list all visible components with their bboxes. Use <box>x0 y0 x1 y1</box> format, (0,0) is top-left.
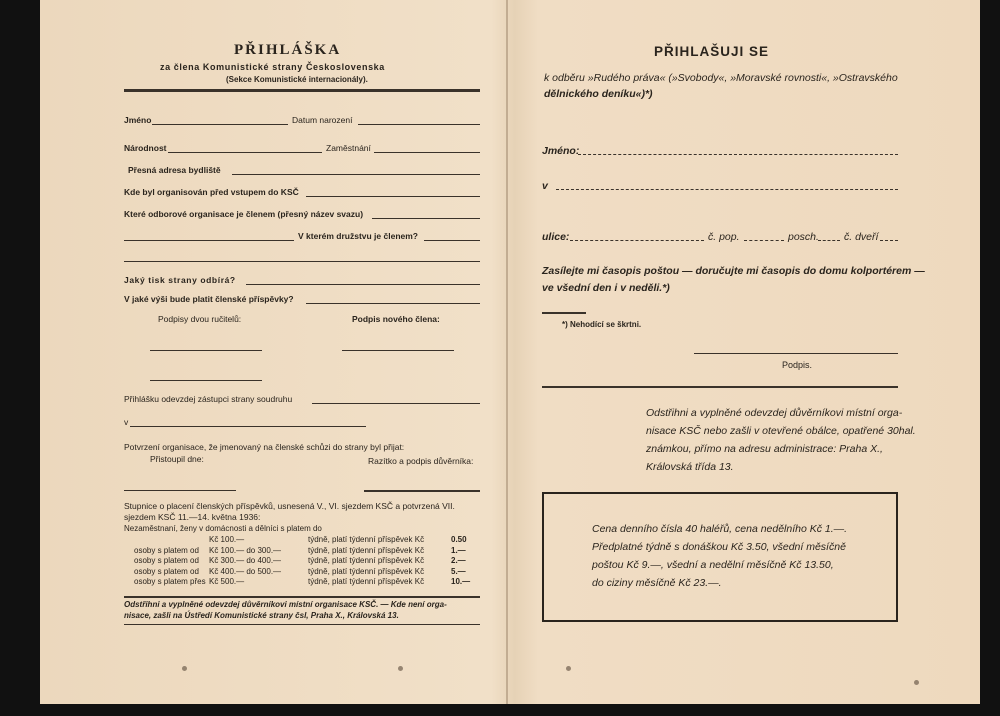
stupnice-title: Stupnice o placení členských příspěvků, usnesená V., VI. sjezdem KSČ a potvrzená VII. sjezdem KSČ 11.—14. května 1936: <box>124 501 455 522</box>
punch-hole <box>566 666 571 671</box>
right-intro-1: k odběru »Rudého práva« (»Svobody«, »Moravské rovnosti«, »Ostravského <box>544 72 898 84</box>
price-line: Cena denního čísla 40 haléřů, cena nedělního Kč 1.—. <box>592 523 848 535</box>
table-cell: 1.— <box>451 545 466 555</box>
field-line <box>124 261 480 262</box>
label-organisovan: Kde byl organisován před vstupem do KSČ <box>124 187 299 197</box>
odstrihni-line: Odstřihni a vyplněné odevzdej důvěrníkovi místní orga- <box>646 407 903 419</box>
table-cell: osoby s platem od <box>134 566 199 576</box>
field-line <box>358 124 480 125</box>
table-cell: Kč 500.— <box>209 577 245 586</box>
label-pristoupil: Přistoupil dne: <box>150 454 204 464</box>
table-row <box>134 556 473 567</box>
table-row <box>134 535 473 546</box>
signature-line <box>150 350 262 351</box>
right-podpis: Podpis. <box>782 360 813 370</box>
label-narodnost: Národnost <box>124 143 167 153</box>
page-fold <box>506 0 508 704</box>
table-cell: osoby s platem od <box>134 556 199 565</box>
table-row <box>134 546 473 557</box>
field-line <box>578 154 898 155</box>
price-line: do ciziny měsíčně Kč 23.—. <box>592 577 722 589</box>
table-cell: týdně, platí týdenní příspěvek Kč <box>308 535 425 544</box>
label-razitko: Razítko a podpis důvěrníka: <box>368 456 474 466</box>
right-divider <box>542 386 898 388</box>
label-odevzdej: Přihlášku odevzdej zástupci strany soudruhu <box>124 394 293 404</box>
table-cell: 0.50 <box>451 535 467 544</box>
odstrihni-line: známkou, přímo na adresu administrace: Praha X., <box>646 443 883 455</box>
field-line <box>124 490 236 491</box>
table-row <box>134 567 473 578</box>
price-box <box>542 492 898 622</box>
table-cell: Kč 100.— <box>209 535 245 544</box>
odstrihni-line: Královská třída 13. <box>646 461 734 473</box>
field-line <box>152 124 288 125</box>
right-zasilejte-2: ve všední den i v neděli.*) <box>542 282 670 294</box>
table-cell: 10.— <box>451 577 471 586</box>
title-rule <box>124 89 480 92</box>
right-intro-2: dělnického deníku«)*) <box>544 88 653 100</box>
table-cell: 5.— <box>451 566 466 576</box>
label-datum: Datum narození <box>292 115 353 125</box>
label-odborove: Které odborové organisace je členem (přesný název svazu) <box>124 209 364 219</box>
field-line <box>818 240 840 241</box>
signature-line <box>342 350 454 351</box>
stupnice-table <box>134 535 473 588</box>
field-line <box>744 240 784 241</box>
field-line <box>880 240 898 241</box>
table-cell <box>134 535 209 546</box>
label-podpisy: Podpisy dvou ručitelů: <box>158 314 242 324</box>
footer-rule-bottom <box>124 624 480 625</box>
field-line <box>124 240 294 241</box>
footer-rule <box>124 596 480 598</box>
table-cell: osoby s platem přes <box>134 577 206 586</box>
left-subtitle: za člena Komunistické strany Československa <box>160 62 385 72</box>
label-adresa: Přesná adresa bydliště <box>128 165 221 175</box>
field-line <box>556 189 898 190</box>
table-cell: 2.— <box>451 556 466 565</box>
note-rule <box>542 312 586 314</box>
label-zamestnani: Zaměstnání <box>326 143 371 153</box>
field-line <box>232 174 480 175</box>
punch-hole <box>398 666 403 671</box>
label-tisk: Jaký tisk strany odbírá? <box>124 275 236 285</box>
right-label-ulice: ulice: <box>542 231 570 243</box>
table-row <box>134 577 473 588</box>
table-cell: týdně, platí týdenní příspěvek Kč <box>308 556 425 565</box>
right-note: *) Nehodící se škrtni. <box>562 320 642 329</box>
right-label-cpop: č. pop. <box>708 231 740 243</box>
label-podpis-clena: Podpis nového člena: <box>352 314 440 324</box>
label-potvrzeni: Potvrzení organisace, že jmenovaný na členské schůzi do strany byl přijat: <box>124 442 405 452</box>
price-line: poštou Kč 9.—, všední a nedělní měsíčně Kč 13.50, <box>592 559 834 571</box>
field-line <box>364 490 480 492</box>
table-cell: týdně, platí týdenní příspěvek Kč <box>308 577 425 586</box>
table-cell: osoby s platem od <box>134 545 199 555</box>
signature-line <box>694 353 898 354</box>
table-cell: Kč 400.— do 500.— <box>209 566 282 576</box>
field-line <box>246 284 480 285</box>
right-title: PŘIHLAŠUJI SE <box>654 44 770 59</box>
right-zasilejte-1: Zasílejte mi časopis poštou — doručujte mi časopis do domu kolportérem — <box>542 265 925 277</box>
label-druzstvo: V kterém družstvu je členem? <box>298 231 418 241</box>
stupnice-intro: Nezaměstnaní, ženy v domácnosti a dělníci s platem do <box>124 524 322 533</box>
label-v: v <box>124 417 129 427</box>
footer-line-2: nisace, zašli na Ústředí Komunistické strany čsl, Praha X., Královská 13. <box>124 611 399 620</box>
table-cell: týdně, platí týdenní příspěvek Kč <box>308 545 425 555</box>
field-line <box>306 196 480 197</box>
table-cell: Kč 300.— do 400.— <box>209 556 282 565</box>
table-cell: týdně, platí týdenní příspěvek Kč <box>308 566 425 576</box>
right-label-v: v <box>542 180 548 192</box>
table-cell: Kč 100.— do 300.— <box>209 545 282 555</box>
left-title: PŘIHLÁŠKA <box>234 42 342 58</box>
field-line <box>168 152 322 153</box>
field-line <box>424 240 480 241</box>
field-line <box>312 403 480 404</box>
right-label-dveri: č. dveří <box>844 231 879 243</box>
punch-hole <box>182 666 187 671</box>
right-label-jmeno: Jméno: <box>542 145 580 157</box>
right-label-posch: posch. <box>788 231 819 243</box>
signature-line <box>150 380 262 381</box>
label-jmeno: Jméno <box>124 115 152 125</box>
price-line: Předplatné týdně s donáškou Kč 3.50, všední měsíčně <box>592 541 846 553</box>
field-line <box>372 218 480 219</box>
field-line <box>306 303 480 304</box>
label-prispevky: V jaké výši bude platit členské příspěvky? <box>124 294 294 304</box>
odstrihni-line: nisace KSČ nebo zašli v otevřené obálce, opatřené 30hal. <box>646 425 916 437</box>
footer-line-1: Odstřihni a vyplněné odevzdej důvěrníkovi místní organisace KSČ. — Kde není orga- <box>124 600 447 609</box>
left-subtitle-2: (Sekce Komunistické internacionály). <box>226 75 368 84</box>
field-line <box>570 240 704 241</box>
field-line <box>130 426 366 427</box>
punch-hole <box>914 680 919 685</box>
field-line <box>374 152 480 153</box>
